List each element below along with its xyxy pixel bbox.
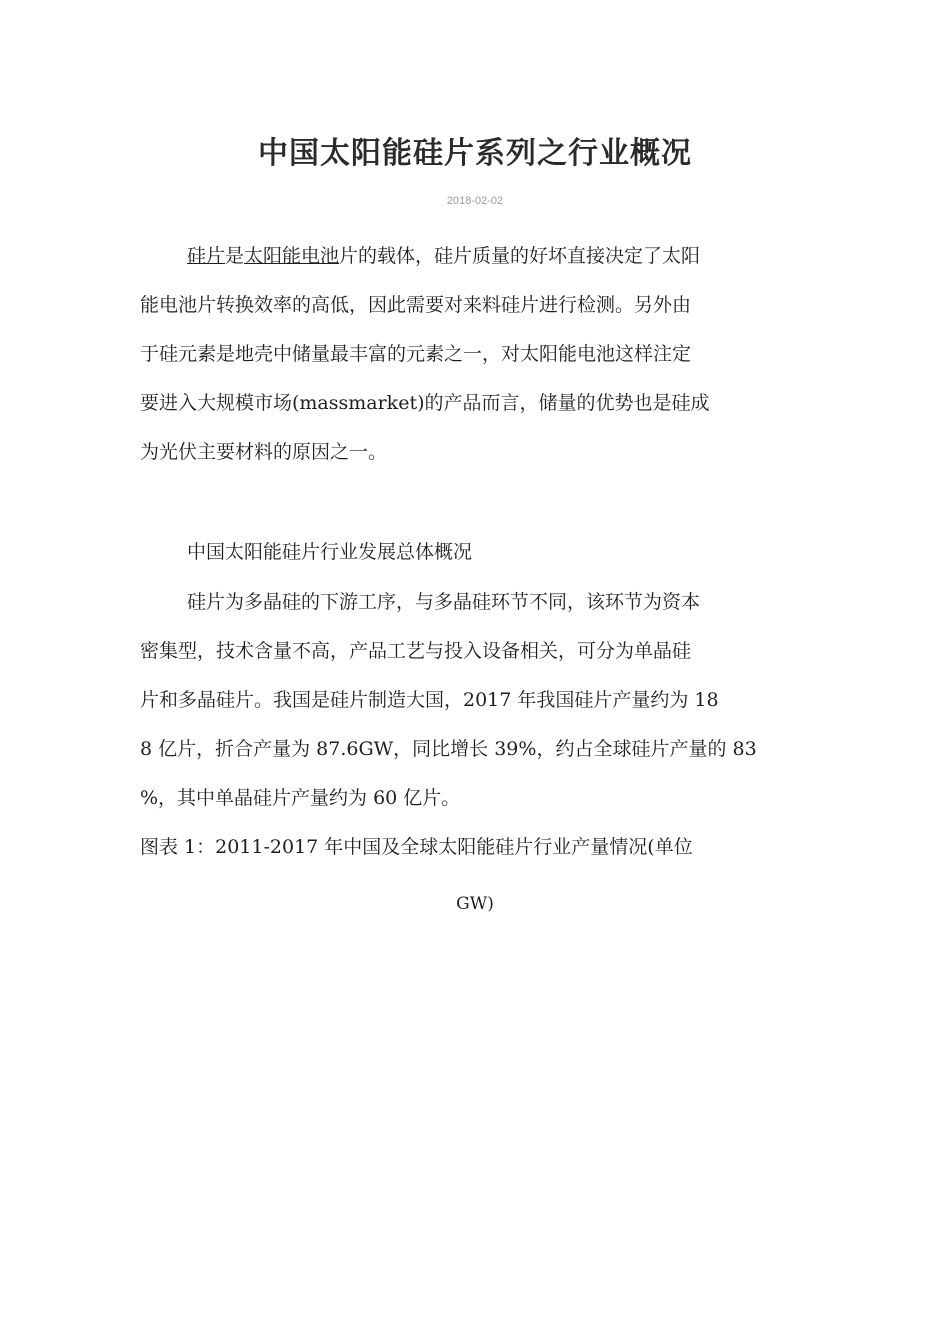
paragraph-2-line-2: 密集型，技术含量不高，产品工艺与投入设备相关，可分为单晶硅 [140,640,692,662]
figure-caption-line-2: GW) [456,894,494,914]
paragraph-text: 片的载体，硅片质量的好坏直接决定了太阳 [339,245,701,267]
article-date: 2018-02-02 [446,195,504,207]
paragraph-1-line-4: 要进入大规模市场(massmarket)的产品而言，储量的优势也是硅成 [140,392,710,414]
article-title: 中国太阳能硅片系列之行业概况 [258,136,692,171]
paragraph-1-line-3: 于硅元素是地壳中储量最丰富的元素之一，对太阳能电池这样注定 [140,343,692,365]
paragraph-2-line-3: 片和多晶硅片。我国是硅片制造大国，2017 年我国硅片产量约为 18 [140,689,719,711]
link-solar-cell[interactable]: 太阳能电池 [244,245,340,267]
paragraph-2-line-4: 8 亿片，折合产量为 87.6GW，同比增长 39%，约占全球硅片产量的 83 [140,738,757,760]
figure-caption-line-1: 图表 1：2011-2017 年中国及全球太阳能硅片行业产量情况(单位 [140,836,693,858]
paragraph-2-line-1: 硅片为多晶硅的下游工序，与多晶硅环节不同，该环节为资本 [187,591,701,613]
section-heading: 中国太阳能硅片行业发展总体概况 [187,541,473,563]
paragraph-text: 是 [225,245,245,267]
paragraph-1-line-2: 能电池片转换效率的高低，因此需要对来料硅片进行检测。另外由 [140,294,692,316]
paragraph-1-line-5: 为光伏主要材料的原因之一。 [140,441,388,463]
paragraph-2-line-5: %，其中单晶硅片产量约为 60 亿片。 [140,787,461,809]
paragraph-1-line-1 [187,243,700,269]
link-silicon-wafer[interactable]: 硅片 [187,245,226,267]
